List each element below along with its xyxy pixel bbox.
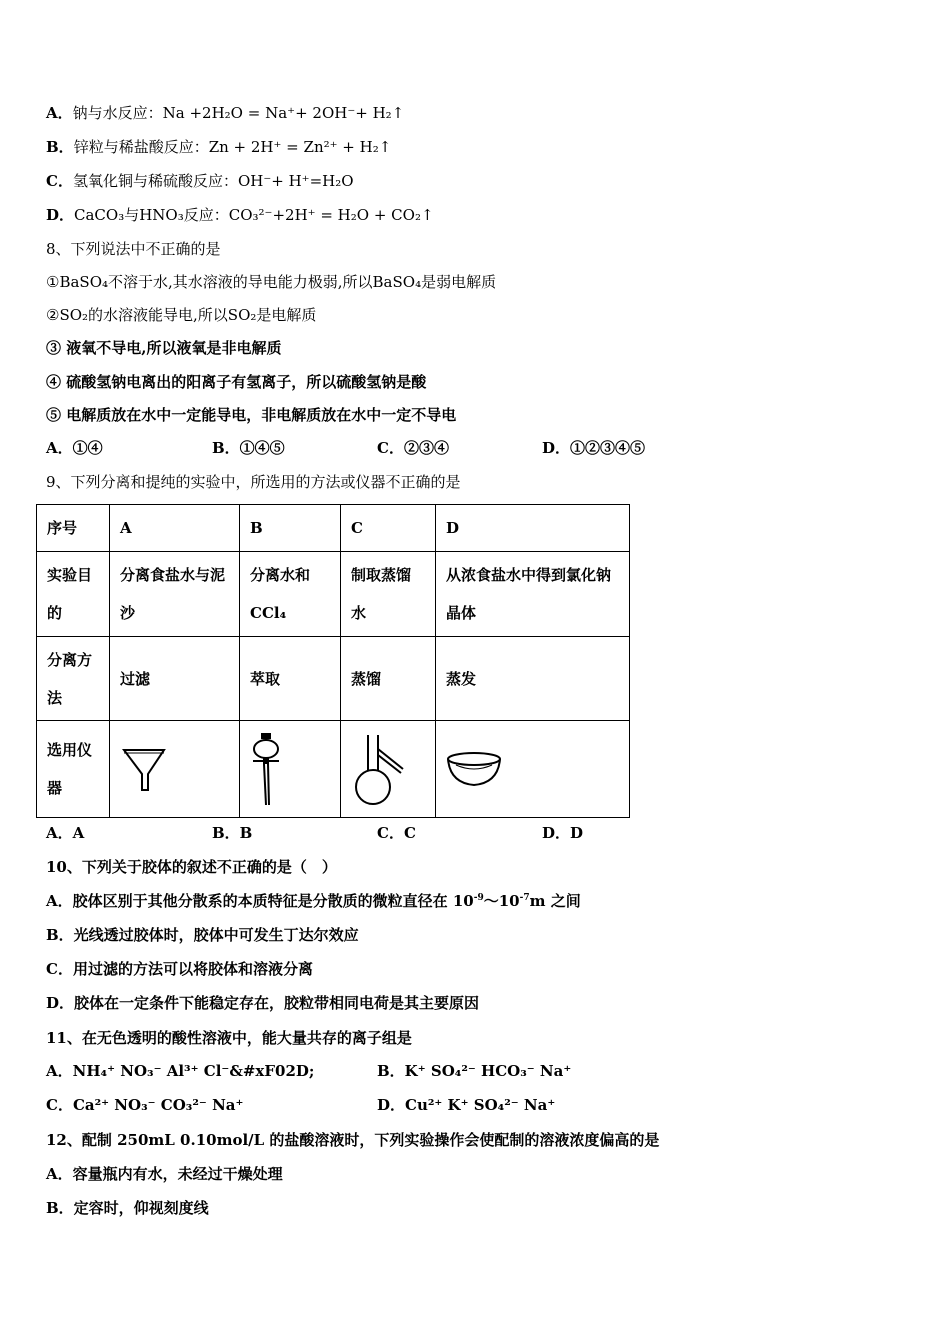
table-header-cell: 序号 — [37, 505, 110, 552]
table-cell: 分离食盐水与泥沙 — [110, 552, 240, 637]
q7-option-a[interactable]: A．钠与水反应：Na +2H₂O = Na⁺+ 2OH⁻+ H₂↑ — [46, 104, 405, 122]
q8-stem: 8、下列说法中不正确的是 — [46, 240, 221, 258]
table-cell: 从浓食盐水中得到氯化钠晶体 — [436, 552, 630, 637]
q12-option-a[interactable]: A．容量瓶内有水，未经过干燥处理 — [46, 1165, 283, 1183]
q9-option-a[interactable]: A．A — [46, 824, 85, 842]
table-row — [37, 721, 630, 818]
q8-option-a[interactable]: A．①④ — [46, 439, 103, 457]
q7-option-d[interactable]: D．CaCO₃与HNO₃反应：CO₃²⁻+2H⁺ = H₂O + CO₂↑ — [46, 206, 434, 224]
table-row — [37, 505, 630, 552]
distillation-flask-icon — [341, 721, 436, 818]
q11-option-a[interactable]: A．NH₄⁺ NO₃⁻ Al³⁺ Cl⁻&#xF02D; — [46, 1062, 315, 1080]
table-cell: 蒸馏 — [341, 637, 436, 721]
evaporating-dish-icon — [436, 721, 630, 818]
q8-statement-3: ③ 液氧不导电,所以液氧是非电解质 — [46, 339, 282, 357]
q9-stem: 9、下列分离和提纯的实验中，所选用的方法或仪器不正确的是 — [46, 473, 461, 491]
table-header-cell: D — [436, 505, 630, 552]
table-row — [37, 637, 630, 721]
table-header-cell: C — [341, 505, 436, 552]
q10-option-b[interactable]: B．光线透过胶体时，胶体中可发生丁达尔效应 — [46, 926, 359, 944]
q8-statement-1: ①BaSO₄不溶于水,其水溶液的导电能力极弱,所以BaSO₄是弱电解质 — [46, 273, 497, 291]
table-cell: 制取蒸馏水 — [341, 552, 436, 637]
table-header-cell: A — [110, 505, 240, 552]
q11-option-d[interactable]: D．Cu²⁺ K⁺ SO₄²⁻ Na⁺ — [377, 1096, 556, 1114]
q7-option-b[interactable]: B．锌粒与稀盐酸反应：Zn + 2H⁺ = Zn²⁺ + H₂↑ — [46, 138, 392, 156]
q10-stem: 10、下列关于胶体的叙述不正确的是（ ） — [46, 858, 337, 876]
q8-option-d[interactable]: D．①②③④⑤ — [542, 439, 646, 457]
q10-option-d[interactable]: D．胶体在一定条件下能稳定存在，胶粒带相同电荷是其主要原因 — [46, 994, 480, 1012]
q8-statement-5: ⑤ 电解质放在水中一定能导电，非电解质放在水中一定不导电 — [46, 406, 457, 424]
q10-option-a[interactable]: A．胶体区别于其他分散系的本质特征是分散质的微粒直径在 $10^{-9}\sim 10^{-7}m$ 之间 — [46, 892, 581, 910]
q9-option-d[interactable]: D．D — [542, 824, 584, 842]
q11-option-b[interactable]: B．K⁺ SO₄²⁻ HCO₃⁻ Na⁺ — [377, 1062, 572, 1080]
table-cell: 蒸发 — [436, 637, 630, 721]
q11-option-c[interactable]: C．Ca²⁺ NO₃⁻ CO₃²⁻ Na⁺ — [46, 1096, 244, 1114]
table-cell: 选用仪器 — [37, 721, 110, 818]
q8-statement-2: ②SO₂的水溶液能导电,所以SO₂是电解质 — [46, 306, 317, 324]
q8-option-b[interactable]: B．①④⑤ — [212, 439, 285, 457]
table-cell: 分离水和CCl₄ — [240, 552, 341, 637]
table-cell: 过滤 — [110, 637, 240, 721]
q11-stem: 11、在无色透明的酸性溶液中，能大量共存的离子组是 — [46, 1029, 412, 1047]
q9-option-b[interactable]: B．B — [212, 824, 253, 842]
table-row — [37, 552, 630, 637]
table-cell: 分离方法 — [37, 637, 110, 721]
q12-option-b[interactable]: B．定容时，仰视刻度线 — [46, 1199, 209, 1217]
separatory-funnel-icon — [240, 721, 341, 818]
q8-statement-4: ④ 硫酸氢钠电离出的阳离子有氢离子，所以硫酸氢钠是酸 — [46, 373, 427, 391]
funnel-icon — [110, 721, 240, 818]
q12-stem: 12、配制 250mL 0.10mol/L 的盐酸溶液时，下列实验操作会使配制的溶液浓度偏高的是 — [46, 1131, 660, 1149]
table-cell: 萃取 — [240, 637, 341, 721]
q7-option-c[interactable]: C．氢氧化铜与稀硫酸反应：OH⁻+ H⁺=H₂O — [46, 172, 354, 190]
q8-option-c[interactable]: C．②③④ — [377, 439, 449, 457]
q10-option-c[interactable]: C．用过滤的方法可以将胶体和溶液分离 — [46, 960, 313, 978]
experiment-table — [36, 504, 630, 818]
table-header-cell: B — [240, 505, 341, 552]
q9-option-c[interactable]: C．C — [377, 824, 416, 842]
table-cell: 实验目的 — [37, 552, 110, 637]
